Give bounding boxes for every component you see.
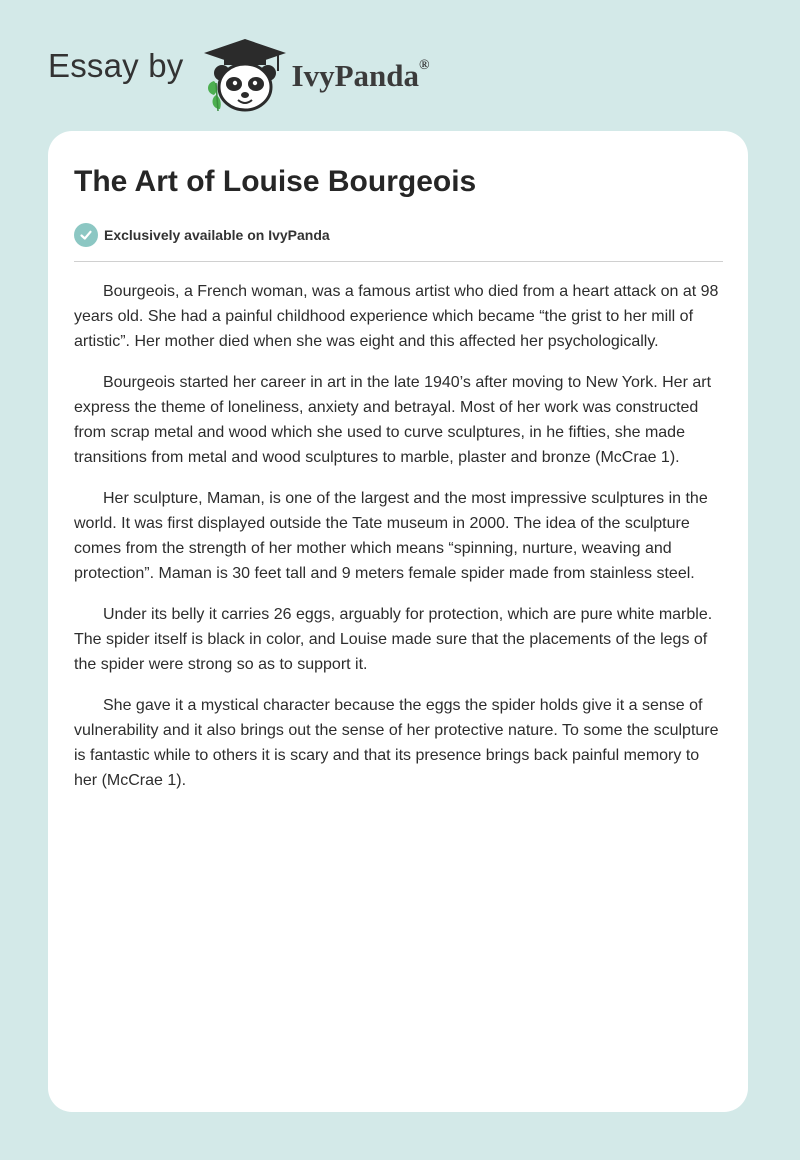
paragraph: Bourgeois, a French woman, was a famous artist who died from a heart attack on at 98 years old. She had a painful childhood experience which became “the grist to her mill of artistic”. Her mother died when she was eight and this affected her psychologically.: [74, 283, 719, 350]
essay-body: [74, 279, 726, 809]
paragraph: Her sculpture, Maman, is one of the largest and the most impressive sculptures in the world. It was first displayed outside the Tate museum in 2000. The idea of the sculpture comes from the strength of her mother which means “spinning, nurture, weaving and protection”. Maman is 30 feet tall and 9 meters female spider made from stainless steel.: [74, 490, 708, 582]
brand-name: IvyPanda®: [291, 57, 430, 93]
essay-card: [48, 131, 748, 1112]
paragraph: Bourgeois started her career in art in the late 1940’s after moving to New York. Her art express the theme of loneliness, anxiety and betrayal. Most of her work was constructed from scrap metal and wood which she used to curve sculptures, in he fifties, she made transitions from metal and wood sculptures to marble, plaster and bronze (McCrae 1).: [74, 374, 712, 466]
divider: [74, 261, 723, 262]
essay-title: The Art of Louise Bourgeois: [74, 165, 477, 198]
paragraph: Under its belly it carries 26 eggs, arguably for protection, which are pure white marble. The spider itself is black in color, and Louise made sure that the placements of the legs of the spider were strong so as to support it.: [74, 606, 713, 673]
paragraph: She gave it a mystical character because the eggs the spider holds give it a sense of vulnerability and it also brings out the sense of her protective nature. To some the sculpture is fantastic while to others it is scary and that its presence brings back painful memory to her (McCrae 1).: [74, 697, 719, 789]
exclusive-badge-label: Exclusively available on IvyPanda: [104, 227, 330, 243]
ivypanda-logo-icon: [200, 37, 290, 113]
site-header: [48, 34, 429, 114]
essay-by-label: Essay by: [48, 47, 184, 84]
check-icon: [74, 223, 98, 247]
exclusive-badge: [74, 223, 330, 247]
